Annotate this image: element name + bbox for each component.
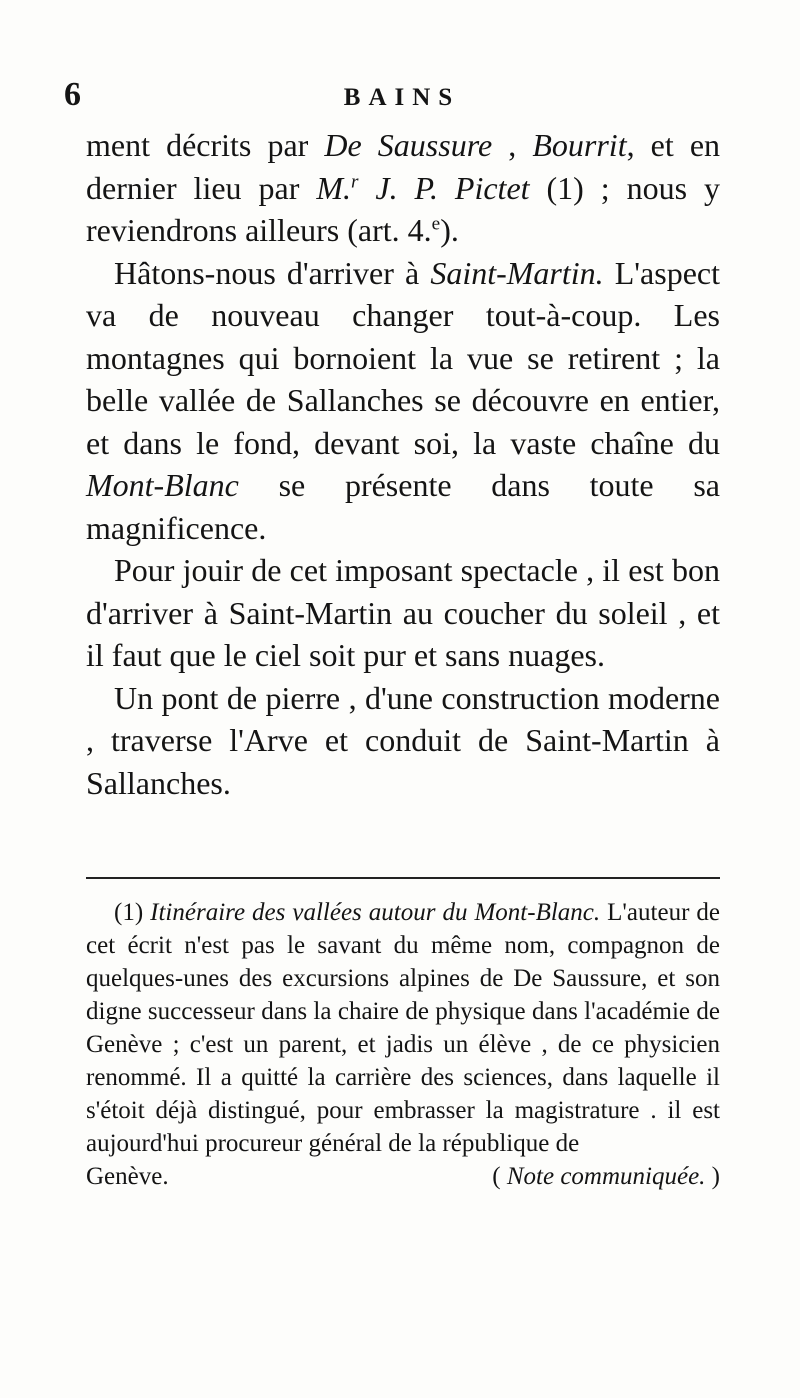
running-title: BAINS [343,84,461,111]
paragraph-2 [86,252,720,550]
author-pictet-prefix: M. [316,169,351,206]
author-pictet [316,170,529,206]
footnote-body [86,896,720,1160]
footnote-last-line [86,1160,720,1193]
footnote-divider [86,877,720,879]
paragraph-3: Pour jouir de cet imposant spectacle , il est bon d'arriver à Saint-Martin au coucher du soleil , et il faut que le ciel soit pur et sans nuages. [86,552,720,673]
footnote-last-word: Genève. [86,1163,169,1190]
author-bourrit: Bourrit [532,127,627,163]
attribution-close-paren: ) [705,1163,720,1190]
author-pictet-name: J. P. Pictet [358,169,530,206]
author-de-saussure: De Saussure [324,127,493,163]
footnote [86,896,720,1193]
paragraph-2-text-a: Hâtons-nous d'arriver à [114,254,431,291]
paragraph-1-text-e: ). [440,212,459,248]
ordinal-sup: e [431,213,441,235]
attribution-label: Note communiquée. [506,1163,706,1190]
paragraph-4: Un pont de pierre , d'une construction moderne , traverse l'Arve et conduit de Saint-Martin à Sallanches. [86,679,720,801]
place-saint-martin: Saint-Martin. [430,254,604,291]
paragraph-1-text-b: , [492,127,533,163]
footnote-attribution [492,1160,720,1193]
author-pictet-sup: r [350,170,359,192]
footnote-work-title: Itinéraire des vallées autour du Mont-Blanc. [150,899,601,926]
paragraph-2-text-b: L'aspect va de nouveau changer tout-à-coup. Les montagnes qui bornoient la vue se retirent ; la belle vallée de Sallanches se découvre en entier, et dans le fond, devant soi, la vaste chaîne du [86,254,721,461]
place-mont-blanc: Mont-Blanc [86,467,239,503]
page-number: 6 [64,76,81,113]
footnote-marker: (1) [114,899,151,926]
paragraph-1-text-c: , et en dernier lieu par [86,127,721,206]
footnote-text: L'auteur de cet écrit n'est pas le savant du même nom, compagnon de quelques-unes des excursions alpines de De Saussure, et son digne successeur dans la chaire de physique dans l'académie de Genève ; c'est un parent, et jadis un élève , de ce physicien renommé. Il a quitté la carrière des sciences, dans laquelle il s'étoit déjà distingué, pour embrasser la magistrature . il est aujourd'hui procureur général de la république de [86,899,720,1157]
paragraph-2-text-c: se présente dans toute sa magnificence. [86,467,720,546]
paragraph-1-text-a: ment décrits par [86,127,325,163]
paragraph-1-text-d: (1) ; nous y reviendrons ailleurs (art. 4. [86,169,721,248]
attribution-open-paren: ( [492,1163,507,1190]
page-header [64,76,740,116]
body-text [86,124,720,804]
paragraph-1 [86,124,720,252]
